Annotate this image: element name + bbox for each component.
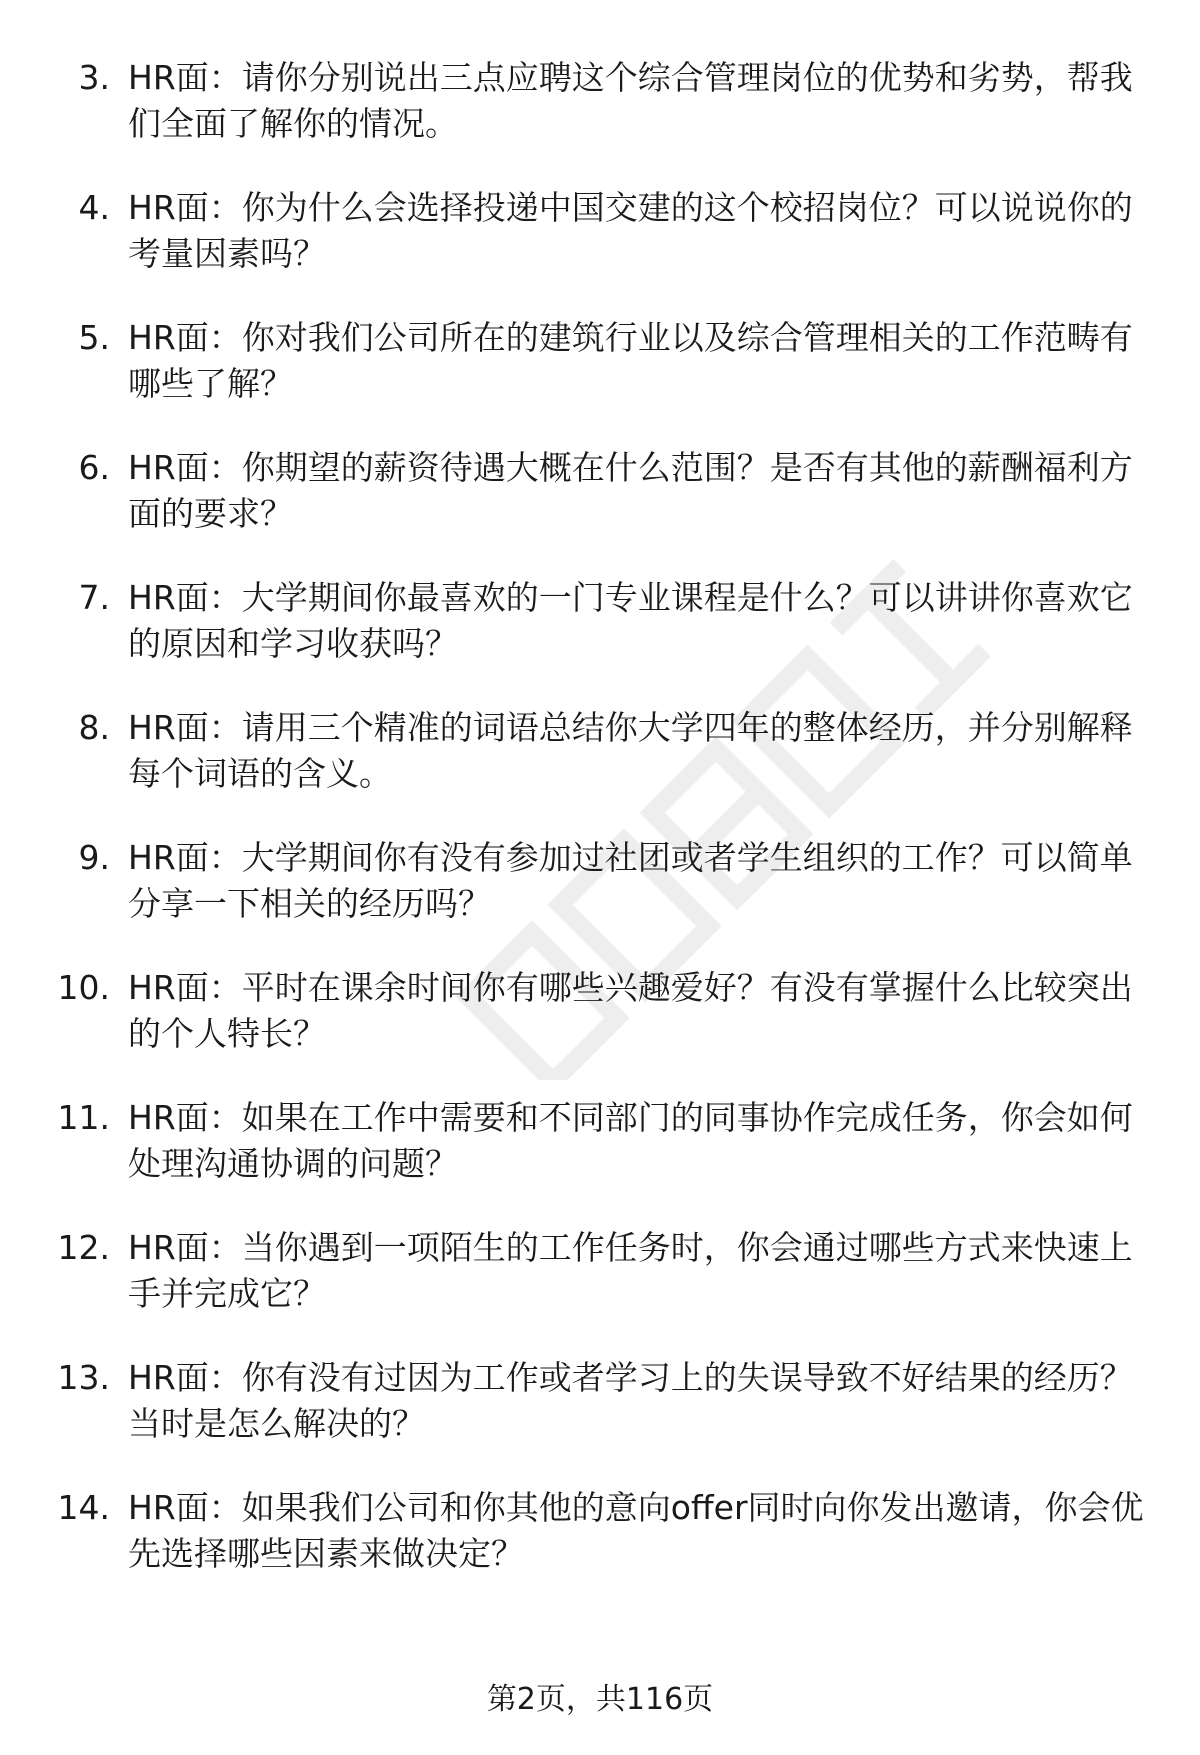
list-item (0, 445, 1200, 575)
list-item (0, 1355, 1200, 1485)
question-text: HR面：请用三个精准的词语总结你大学四年的整体经历，并分别解释每个词语的含义。 (128, 708, 1133, 793)
question-text: HR面：大学期间你有没有参加过社团或者学生组织的工作？可以简单分享一下相关的经历吗？ (128, 838, 1133, 923)
list-item (0, 55, 1200, 185)
question-number: 6. (78, 448, 110, 487)
question-number: 12. (57, 1228, 110, 1267)
question-number: 7. (78, 578, 110, 617)
question-text: HR面：请你分别说出三点应聘这个综合管理岗位的优势和劣势，帮我们全面了解你的情况。 (128, 58, 1133, 143)
question-text: HR面：当你遇到一项陌生的工作任务时，你会通过哪些方式来快速上手并完成它？ (128, 1228, 1133, 1313)
question-text: HR面：如果我们公司和你其他的意向offer同时向你发出邀请，你会优先选择哪些因素来做决定？ (128, 1488, 1144, 1573)
question-number: 4. (78, 188, 110, 227)
question-text: HR面：如果在工作中需要和不同部门的同事协作完成任务，你会如何处理沟通协调的问题？ (128, 1098, 1133, 1183)
list-item (0, 965, 1200, 1095)
question-text: HR面：你对我们公司所在的建筑行业以及综合管理相关的工作范畴有哪些了解？ (128, 318, 1133, 403)
question-list (0, 55, 1200, 1615)
list-item (0, 1095, 1200, 1225)
list-item (0, 1485, 1200, 1615)
question-text: HR面：你期望的薪资待遇大概在什么范围？是否有其他的薪酬福利方面的要求？ (128, 448, 1133, 533)
question-text: HR面：你有没有过因为工作或者学习上的失误导致不好结果的经历？当时是怎么解决的？ (128, 1358, 1133, 1443)
question-number: 8. (78, 708, 110, 747)
list-item (0, 1225, 1200, 1355)
question-number: 13. (57, 1358, 110, 1397)
list-item (0, 185, 1200, 315)
list-item (0, 835, 1200, 965)
question-number: 14. (57, 1488, 110, 1527)
page-number-footer: 第2页，共116页 (486, 1682, 714, 1717)
list-item (0, 705, 1200, 835)
question-text: HR面：你为什么会选择投递中国交建的这个校招岗位？可以说说你的考量因素吗？ (128, 188, 1133, 273)
list-item (0, 315, 1200, 445)
question-number: 3. (78, 58, 110, 97)
question-number: 10. (57, 968, 110, 1007)
question-text: HR面：大学期间你最喜欢的一门专业课程是什么？可以讲讲你喜欢它的原因和学习收获吗？ (128, 578, 1133, 663)
question-number: 5. (78, 318, 110, 357)
question-number: 11. (57, 1098, 110, 1137)
list-item (0, 575, 1200, 705)
question-text: HR面：平时在课余时间你有哪些兴趣爱好？有没有掌握什么比较突出的个人特长？ (128, 968, 1133, 1053)
question-number: 9. (78, 838, 110, 877)
